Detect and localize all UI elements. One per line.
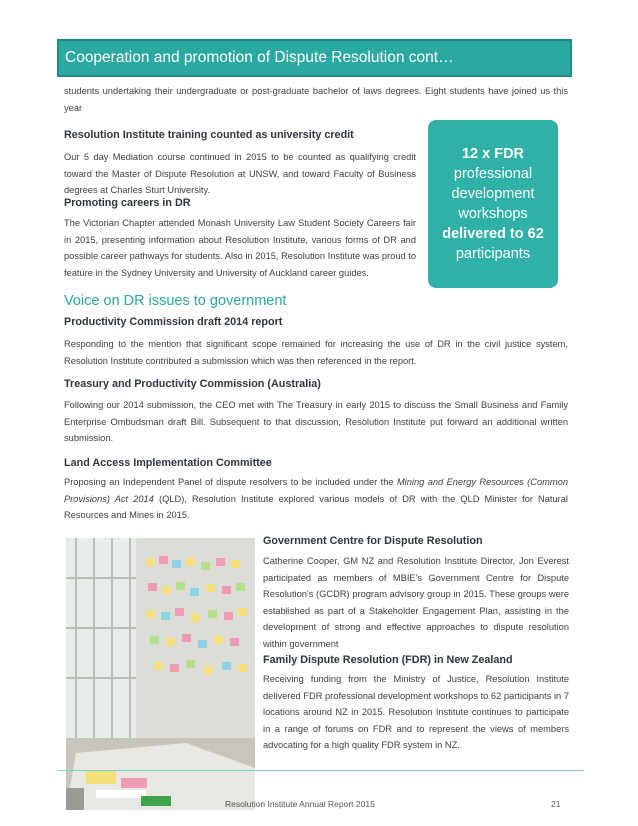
gcdr-body: Catherine Cooper, GM NZ and Resolution Institute Director, Jon Everest participated as members of MBIE's Government Centre for Dispute Resolution's (GCDR) program advisory group in 2015. These groups were established as part of a Stakeholder Engagement Plan, assisting in the development of strong and effective approaches to dispute resolution within government <box>263 556 569 649</box>
gcdr-heading: Government Centre for Dispute Resolution <box>263 535 483 547</box>
land-heading: Land Access Implementation Committee <box>64 457 272 469</box>
productivity-body: Responding to the mention that significant scope remained for increasing the use of DR in the civil justice system, Resolution Institute contributed a submission which was then referenced in the report. <box>64 339 568 366</box>
careers-heading: Promoting careers in DR <box>64 197 191 209</box>
banner-title: Cooperation and promotion of Dispute Resolution cont… <box>65 49 454 66</box>
land-body-act: Mining and Energy Resources (Common Provisions) Act 2014 <box>64 477 568 504</box>
fdr-body: Receiving funding from the Ministry of Justice, Resolution Institute delivered FDR professional development workshops to 62 participants in 7 locations around NZ in 2015. Resolution Institute continues to participate in a range of forums on FDR and to represent the views of members advocating for a high quality FDR system in NZ. <box>263 674 569 750</box>
treasury-heading: Treasury and Productivity Commission (Australia) <box>64 378 321 390</box>
callout-line-1: 12 x FDR <box>461 146 525 162</box>
intro-paragraph: students undertaking their undergraduate or post-graduate bachelor of laws degrees. Eight students have joined us this year <box>64 86 568 113</box>
footer-divider <box>58 770 584 771</box>
treasury-body: Following our 2014 submission, the CEO met with The Treasury in early 2015 to discuss the Small Business and Family Enterprise Ombudsman draft Bill. Subsequent to that discussion, Resolution Institute put forward an additional written submission. <box>64 400 568 443</box>
callout-line-4: workshops <box>458 206 528 222</box>
productivity-heading: Productivity Commission draft 2014 report <box>64 316 283 328</box>
fdr-heading: Family Dispute Resolution (FDR) in New Zealand <box>263 654 513 666</box>
training-body: Our 5 day Mediation course continued in 2015 to be counted as qualifying credit toward the Master of Dispute Resolution at UNSW, and toward Faculty of Business degrees at Charles Sturt University. <box>64 152 416 195</box>
callout-line-6: participants <box>455 246 531 262</box>
training-heading: Resolution Institute training counted as university credit <box>64 129 354 141</box>
land-body <box>64 474 568 524</box>
careers-body: The Victorian Chapter attended Monash University Law Student Society Careers fair in 2015, presenting information about Resolution Institute, various forms of DR and possible career pathways for students. Also in 2015, Resolution Institute was proud to feature in the Sydney University and University of Auckland career guides. <box>64 218 416 278</box>
callout-line-5: delivered to 62 <box>442 226 544 242</box>
footer-report-title: Resolution Institute Annual Report 2015 <box>225 799 375 809</box>
fdr-callout-box <box>428 120 558 288</box>
callout-line-2: professional <box>453 166 533 182</box>
land-body-pre: Proposing an Independent Panel of dispute resolvers to be included under the <box>64 477 397 487</box>
land-body-post: (QLD), Resolution Institute explored various models of DR with the QLD Minister for Natural Resources and Mines in 2015. <box>64 493 568 520</box>
section-banner <box>57 39 572 77</box>
callout-line-3: development <box>451 186 535 202</box>
voice-section-heading: Voice on DR issues to government <box>64 293 287 309</box>
footer-page-number: 21 <box>551 799 561 809</box>
